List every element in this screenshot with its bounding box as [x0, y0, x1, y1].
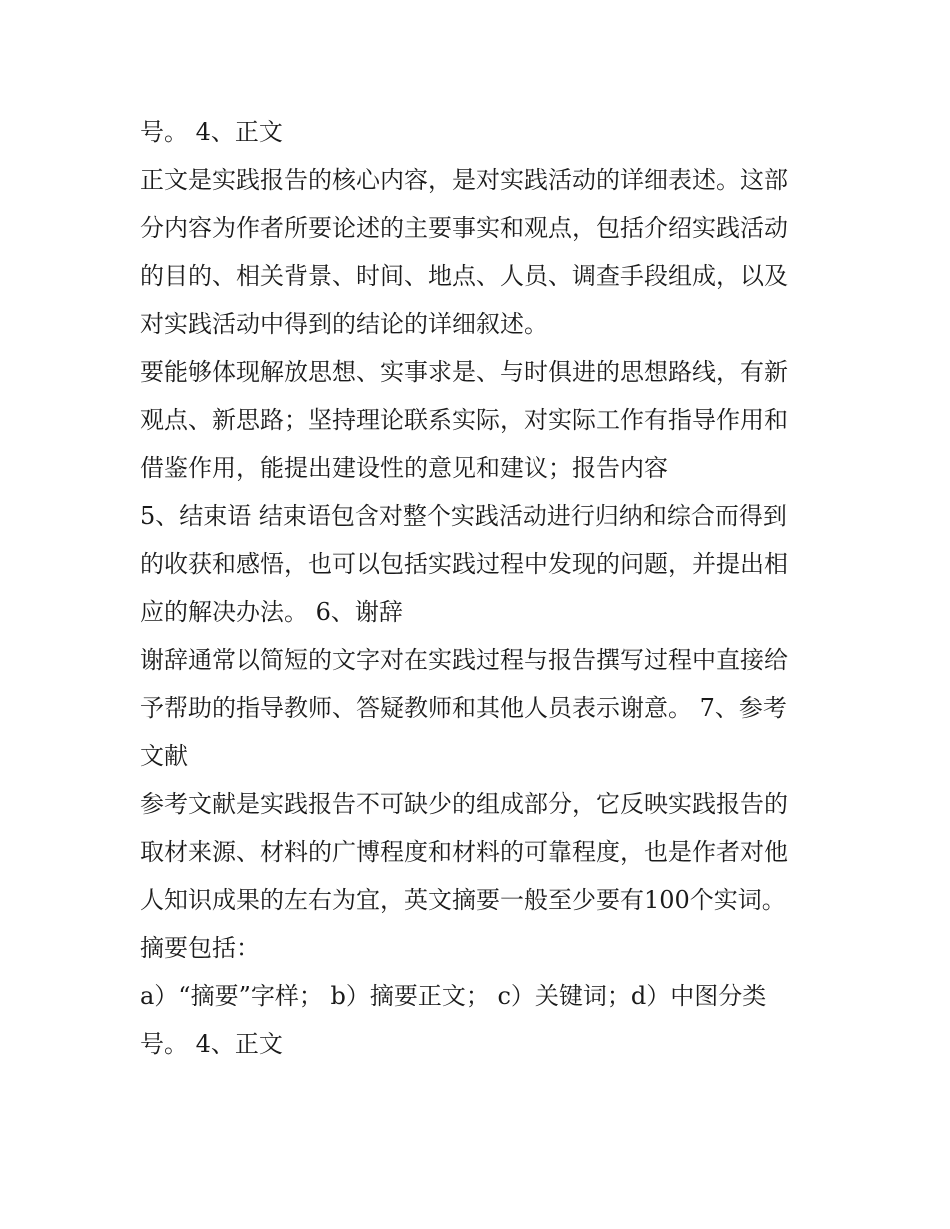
- text-line: 对实践活动中得到的结论的详细叙述。: [140, 310, 548, 338]
- text-line: 应的解决办法。 6、谢辞: [140, 598, 403, 626]
- text-line: 予帮助的指导教师、答疑教师和其他人员表示谢意。 7、参考: [140, 694, 787, 722]
- text-line: 谢辞通常以简短的文字对在实践过程与报告撰写过程中直接给: [140, 646, 788, 674]
- text-line: 取材来源、材料的广博程度和材料的可靠程度，也是作者对他: [140, 838, 788, 866]
- text-line: 要能够体现解放思想、实事求是、与时俱进的思想路线，有新: [140, 358, 788, 386]
- text-line: 的收获和感悟，也可以包括实践过程中发现的问题，并提出相: [140, 550, 788, 578]
- text-line: 号。 4、正文: [140, 118, 283, 146]
- body-text: [140, 108, 830, 1068]
- text-line: 分内容为作者所要论述的主要事实和观点，包括介绍实践活动: [140, 214, 788, 242]
- text-line: 参考文献是实践报告不可缺少的组成部分，它反映实践报告的: [140, 790, 788, 818]
- text-line: 观点、新思路；坚持理论联系实际，对实际工作有指导作用和: [140, 406, 788, 434]
- text-line: 摘要包括：: [140, 934, 260, 962]
- text-line: 借鉴作用，能提出建设性的意见和建议；报告内容: [140, 454, 668, 482]
- text-line: 的目的、相关背景、时间、地点、人员、调查手段组成，以及: [140, 262, 788, 290]
- text-line: 5、结束语 结束语包含对整个实践活动进行归纳和综合而得到: [140, 502, 787, 530]
- text-line: 正文是实践报告的核心内容，是对实践活动的详细表述。这部: [140, 166, 788, 194]
- text-line: 号。 4、正文: [140, 1030, 283, 1058]
- text-line: a）“摘要”字样； b）摘要正文； c）关键词；d）中图分类: [140, 982, 767, 1010]
- text-line: 人知识成果的左右为宜，英文摘要一般至少要有100个实词。: [140, 886, 786, 914]
- text-line: 文献: [140, 742, 188, 770]
